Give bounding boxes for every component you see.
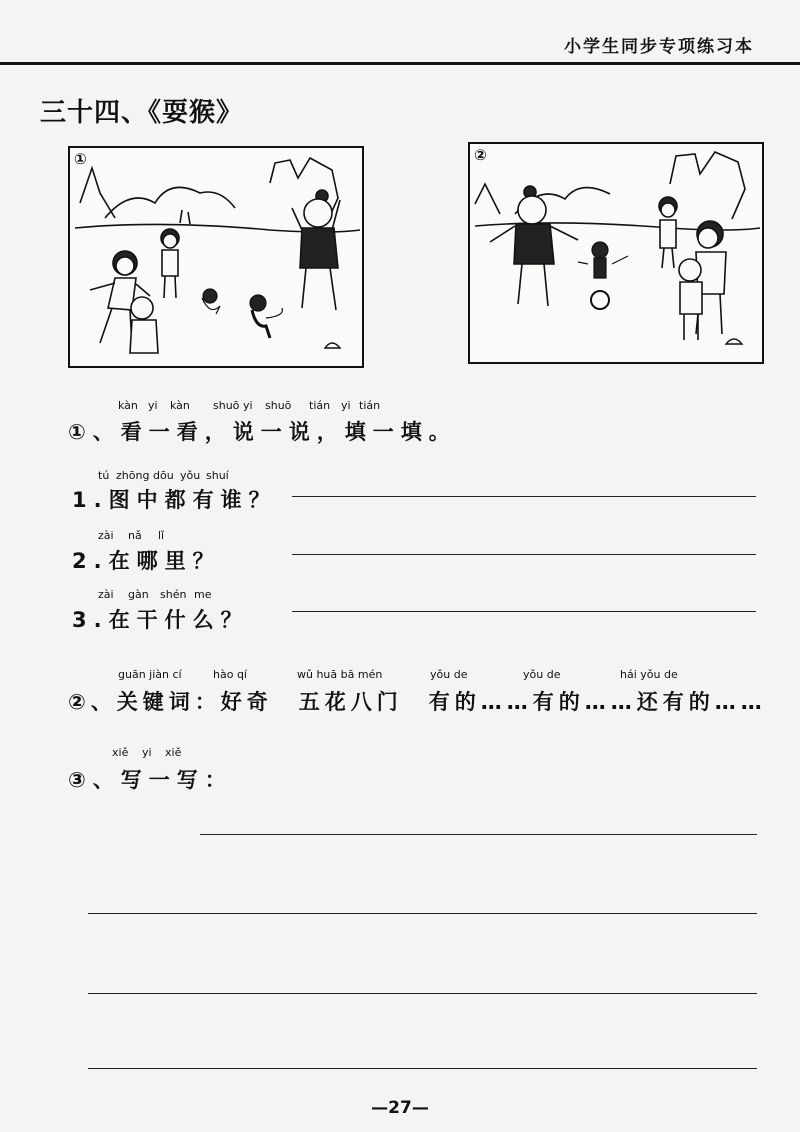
- pinyin: guān jiàn cí: [118, 668, 182, 681]
- scene-illustration-2: [470, 144, 762, 362]
- task3-heading: ③、写一写：: [68, 768, 233, 792]
- pinyin: gàn: [128, 588, 149, 601]
- q1-pinyin-row: [98, 469, 248, 483]
- pinyin: yi: [142, 746, 152, 759]
- pinyin: hái yǒu de: [620, 668, 678, 681]
- illustration-panel-2: [468, 142, 764, 364]
- pinyin: dōu: [153, 469, 174, 482]
- task2-keywords: ②、关键词：好奇 五花八门 有的……有的……还有的……: [68, 690, 767, 714]
- writing-line-4[interactable]: [88, 1068, 757, 1069]
- answer-line-3[interactable]: [292, 611, 756, 612]
- pinyin: shuō: [265, 399, 292, 412]
- scene-illustration-1: [70, 148, 362, 366]
- page-number: —27—: [371, 1098, 429, 1118]
- pinyin: wǔ huā bā mén: [297, 668, 383, 681]
- panel-number: ①: [74, 150, 87, 168]
- pinyin: hào qí: [213, 668, 247, 681]
- writing-line-1[interactable]: [200, 834, 757, 835]
- book-title: 小学生同步专项练习本: [564, 37, 754, 57]
- pinyin: yi: [243, 399, 253, 412]
- illustration-panel-1: [68, 146, 364, 368]
- header-rule: [0, 62, 800, 65]
- writing-line-2[interactable]: [88, 913, 757, 914]
- task2-pinyin-row: [118, 668, 718, 682]
- pinyin: kàn: [170, 399, 190, 412]
- pinyin: kàn: [118, 399, 138, 412]
- answer-line-1[interactable]: [292, 496, 756, 497]
- task1-heading: ①、看一看，说一说，填一填。: [68, 420, 457, 444]
- pinyin: tián: [359, 399, 381, 412]
- pinyin: tián: [309, 399, 331, 412]
- pinyin: zhōng: [116, 469, 150, 482]
- pinyin: shuí: [206, 469, 229, 482]
- pinyin: tú: [98, 469, 110, 482]
- pinyin: yǒu: [180, 469, 201, 482]
- pinyin: zài: [98, 529, 114, 542]
- answer-line-2[interactable]: [292, 554, 756, 555]
- q3-pinyin-row: [98, 588, 248, 602]
- pinyin: lǐ: [158, 529, 165, 542]
- q2-pinyin-row: [98, 529, 248, 543]
- pinyin: zài: [98, 588, 114, 601]
- pinyin: yǒu de: [430, 668, 468, 681]
- pinyin: yi: [148, 399, 158, 412]
- pinyin: shén: [160, 588, 187, 601]
- pinyin: yǒu de: [523, 668, 561, 681]
- pinyin: me: [194, 588, 212, 601]
- question-1: 1.图中都有谁？: [72, 488, 277, 512]
- pinyin: yi: [341, 399, 351, 412]
- pinyin: nǎ: [128, 529, 142, 542]
- question-3: 3.在干什么？: [72, 608, 249, 632]
- panel-number: ②: [474, 146, 487, 164]
- writing-line-3[interactable]: [88, 993, 757, 994]
- pinyin: xiě: [165, 746, 182, 759]
- task3-pinyin-row: [112, 746, 232, 760]
- task1-pinyin-row: [118, 399, 418, 413]
- pinyin: xiě: [112, 746, 129, 759]
- question-2: 2.在哪里？: [72, 549, 221, 573]
- lesson-title: 三十四、《耍猴》: [40, 98, 244, 128]
- pinyin: shuō: [213, 399, 240, 412]
